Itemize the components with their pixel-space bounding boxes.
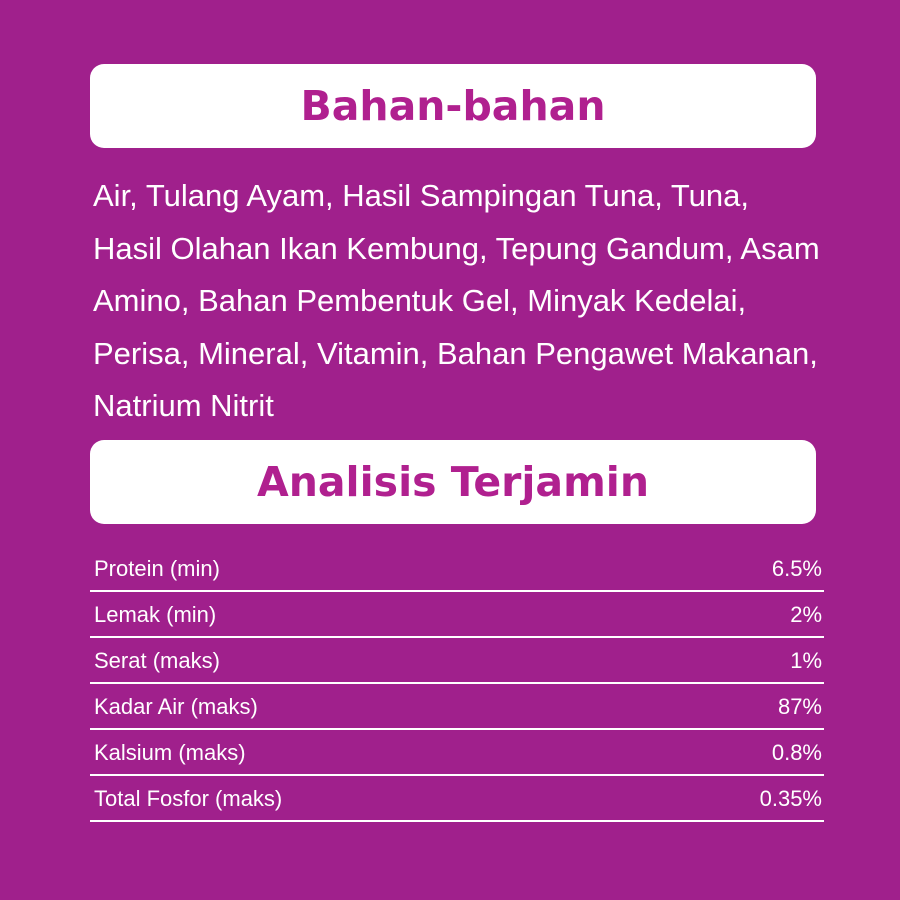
table-row <box>90 730 824 776</box>
row-label: Kadar Air (maks) <box>94 694 258 719</box>
row-label: Lemak (min) <box>94 602 217 627</box>
row-value: 0.8% <box>771 740 822 765</box>
row-value: 1% <box>790 648 822 673</box>
table-row <box>90 684 824 730</box>
table-row <box>90 638 824 684</box>
analysis-title: Analisis Terjamin <box>256 458 650 506</box>
ingredients-title: Bahan-bahan <box>300 82 606 130</box>
row-value: 0.35% <box>759 786 822 811</box>
ingredients-banner <box>90 64 816 148</box>
row-label: Kalsium (maks) <box>94 740 246 765</box>
row-value: 6.5% <box>771 556 822 581</box>
row-label: Protein (min) <box>94 556 220 581</box>
row-label: Serat (maks) <box>94 648 220 673</box>
ingredients-text: Air, Tulang Ayam, Hasil Sampingan Tuna, Tuna, Hasil Olahan Ikan Kembung, Tepung Gandum, Asam Amino, Bahan Pembentuk Gel, Minyak Kedelai, Perisa, Mineral, Vitamin, Bahan Pengawet Makanan, Natrium Nitrit <box>93 178 820 423</box>
row-value: 2% <box>790 602 822 627</box>
analysis-table <box>90 546 824 822</box>
row-value: 87% <box>777 694 822 719</box>
analysis-banner <box>90 440 816 524</box>
table-row <box>90 592 824 638</box>
table-row <box>90 546 824 592</box>
table-row <box>90 776 824 822</box>
row-label: Total Fosfor (maks) <box>94 786 283 811</box>
